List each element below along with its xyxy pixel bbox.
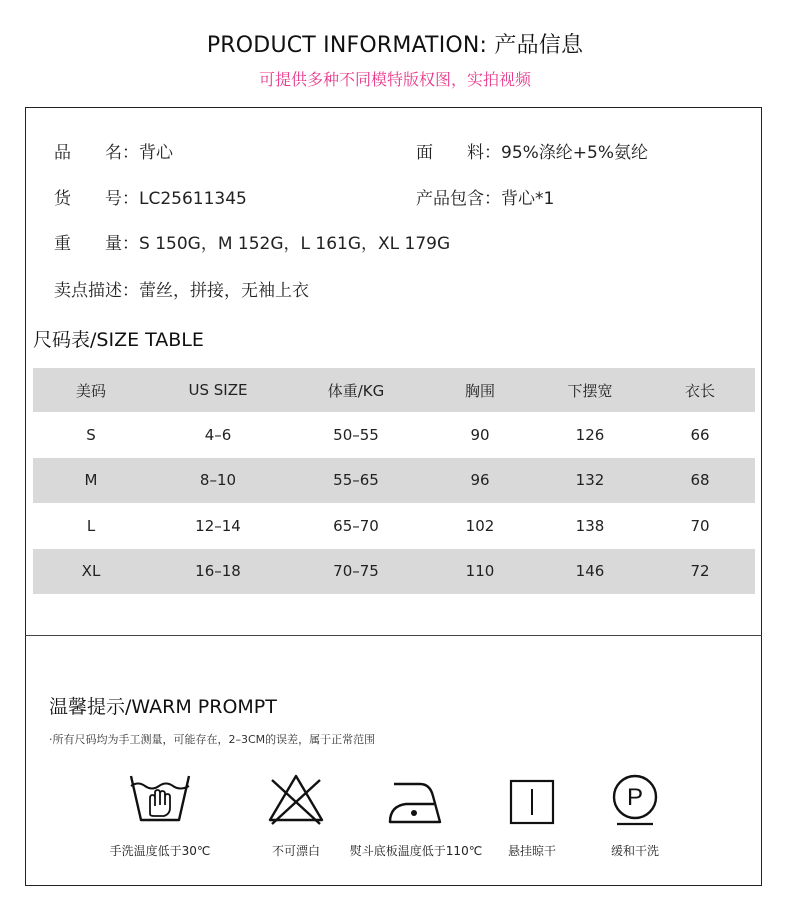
fabric-label: 面 料： <box>416 143 501 163</box>
table-cell: L <box>86 516 96 535</box>
svg-text:P: P <box>626 784 644 811</box>
table-cell: XL <box>81 562 101 581</box>
table-header-cell: US SIZE <box>188 381 248 399</box>
measurement-note: ·所有尺码均为手工测量，可能存在，2–3CM的误差，属于正常范围 <box>49 733 376 746</box>
weight-label: 重 量： <box>54 234 139 254</box>
fabric-value: 95%涤纶+5%氨纶 <box>501 143 648 163</box>
table-cell: 132 <box>575 471 605 490</box>
table-cell: S <box>86 425 96 444</box>
description-label: 卖点描述： <box>54 281 139 301</box>
table-header-cell: 衣长 <box>684 381 715 400</box>
info-sku <box>54 184 247 209</box>
table-cell: 50–55 <box>333 425 379 444</box>
page-subtitle: 可提供多种不同模特版权图，实拍视频 <box>258 70 531 89</box>
table-row <box>33 503 755 549</box>
care-label-hand-wash: 手洗温度低于30℃ <box>109 844 211 858</box>
iron-icon <box>386 778 444 826</box>
table-cell: 16–18 <box>195 562 241 581</box>
page-title: PRODUCT INFORMATION: 产品信息 <box>206 33 584 58</box>
no-bleach-icon <box>266 772 326 826</box>
table-cell: 66 <box>690 425 710 444</box>
table-cell: 65–70 <box>333 516 379 535</box>
care-label-iron: 熨斗底板温度低于110℃ <box>349 844 483 858</box>
info-name <box>54 138 173 163</box>
table-header-cell: 胸围 <box>464 381 495 400</box>
table-cell: 126 <box>575 425 605 444</box>
table-header-cell: 下摆宽 <box>567 381 613 400</box>
table-header-cell: 体重/KG <box>327 381 385 400</box>
dry-clean-p-icon <box>610 772 660 826</box>
table-cell: 90 <box>470 425 490 444</box>
sku-value: LC25611345 <box>139 189 247 209</box>
table-cell: 146 <box>575 562 605 581</box>
table-cell: 110 <box>465 562 495 581</box>
care-label-dry-clean: 缓和干洗 <box>610 844 659 858</box>
table-cell: 72 <box>690 562 710 581</box>
info-weight <box>54 229 450 254</box>
hand-wash-icon <box>128 772 192 826</box>
table-cell: 96 <box>470 471 490 490</box>
name-label: 品 名： <box>54 143 139 163</box>
table-cell: 138 <box>575 516 605 535</box>
info-description <box>54 276 309 301</box>
size-table <box>33 368 755 594</box>
description-value: 蕾丝，拼接，无袖上衣 <box>139 281 309 301</box>
care-label-hang-dry: 悬挂晾干 <box>507 844 556 858</box>
hang-dry-icon <box>508 778 556 826</box>
table-header-cell: 美码 <box>75 381 106 400</box>
table-cell: 70 <box>690 516 710 535</box>
name-value: 背心 <box>139 143 173 163</box>
weight-value: S 150G，M 152G，L 161G，XL 179G <box>139 234 451 254</box>
table-cell: 68 <box>690 471 710 490</box>
section-divider <box>25 635 762 636</box>
info-includes <box>416 184 554 209</box>
table-row <box>33 412 755 458</box>
table-cell: M <box>84 471 98 490</box>
size-table-title: 尺码表/SIZE TABLE <box>33 329 204 351</box>
table-cell: 70–75 <box>333 562 379 581</box>
table-cell: 55–65 <box>333 471 379 490</box>
warm-prompt-title: 温馨提示/WARM PROMPT <box>49 696 277 718</box>
table-cell: 4–6 <box>204 425 232 444</box>
table-row <box>33 458 755 504</box>
care-label-no-bleach: 不可漂白 <box>271 844 320 858</box>
table-cell: 12–14 <box>195 516 241 535</box>
table-header-row <box>33 368 755 412</box>
sku-label: 货 号： <box>54 189 139 209</box>
includes-label: 产品包含： <box>416 189 501 209</box>
includes-value: 背心*1 <box>501 189 555 209</box>
info-fabric <box>416 138 648 163</box>
table-row <box>33 549 755 595</box>
table-cell: 8–10 <box>199 471 237 490</box>
table-cell: 102 <box>465 516 495 535</box>
